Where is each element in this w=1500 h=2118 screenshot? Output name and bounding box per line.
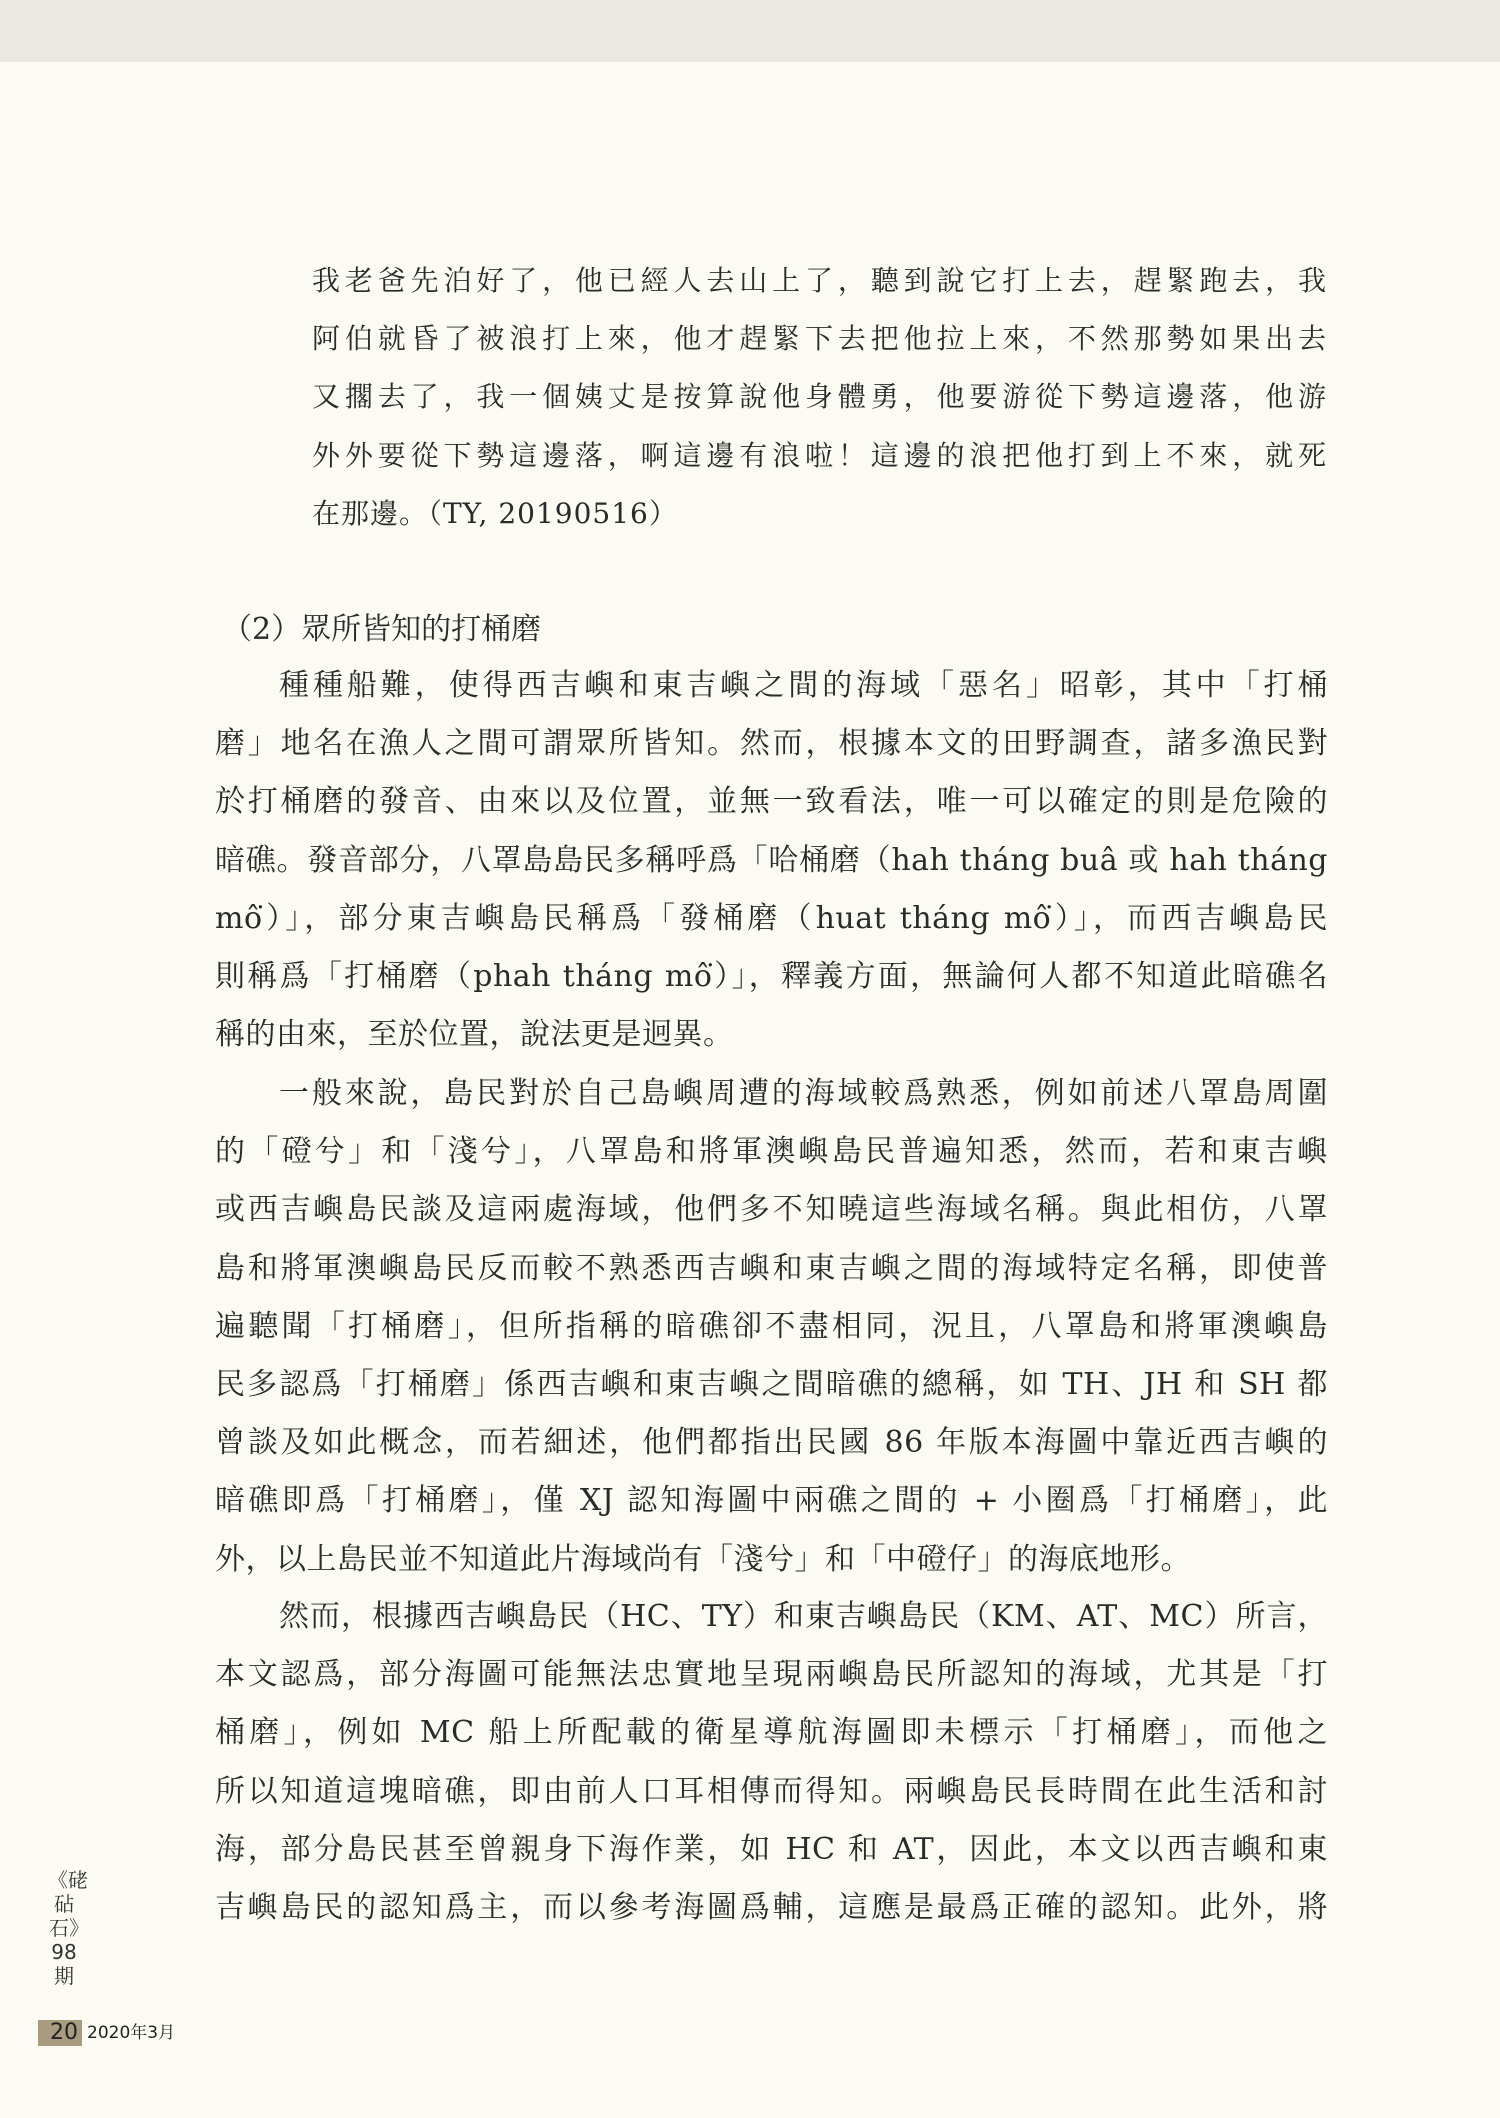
- quote-line: 又擱去了，我一個姨丈是按算說他身體勇，他要游從下勢這邊落，他游: [312, 380, 1327, 414]
- scan-top-band: [0, 0, 1500, 62]
- paragraph-line: 吉嶼島民的認知爲主，而以參考海圖爲輔，這應是最爲正確的認知。此外，將: [215, 1889, 1328, 1925]
- paragraph-line: 外，以上島民並不知道此片海域尚有「淺兮」和「中磴仔」的海底地形。: [215, 1541, 1191, 1577]
- paragraph-line: 島和將軍澳嶼島民反而較不熟悉西吉嶼和東吉嶼之間的海域特定名稱，即使普: [215, 1250, 1328, 1286]
- issue-date: 2020年3月: [87, 2023, 176, 2043]
- paragraph-line: 磨」地名在漁人之間可謂眾所皆知。然而，根據本文的田野調查，諸多漁民對: [215, 726, 1328, 762]
- paragraph-line: 所以知道這塊暗礁，即由前人口耳相傳而得知。兩嶼島民長時間在此生活和討: [215, 1773, 1328, 1809]
- paragraph-line: 曾談及如此概念，而若細述，他們都指出民國 86 年版本海圖中靠近西吉嶼的: [215, 1425, 1328, 1461]
- interview-quote: [312, 252, 1327, 543]
- journal-title-vertical: 《硓砧石》98期: [48, 1868, 88, 1988]
- page-number: 20: [38, 2020, 82, 2046]
- paragraph-line: 或西吉嶼島民談及這兩處海域，他們多不知曉這些海域名稱。與此相仿，八罩: [215, 1192, 1328, 1228]
- paragraph-line: 一般來說，島民對於自己島嶼周遭的海域較爲熟悉，例如前述八罩島周圍: [279, 1076, 1328, 1111]
- paragraph-line: mô͘）」，部分東吉嶼島民稱爲「發桶磨（huat tháng mô͘）」，而西吉嶼島民: [215, 900, 1328, 936]
- paragraph-line: 種種船難，使得西吉嶼和東吉嶼之間的海域「惡名」昭彰，其中「打桶: [279, 668, 1328, 703]
- quote-line: 阿伯就昏了被浪打上來，他才趕緊下去把他拉上來，不然那勢如果出去: [312, 322, 1327, 356]
- quote-line: 在那邊。（TY, 20190516）: [312, 496, 678, 530]
- paragraph-line: 則稱爲「打桶磨（phah tháng mô͘）」，釋義方面，無論何人都不知道此暗礁名: [215, 958, 1328, 994]
- paragraph-line: 的「磴兮」和「淺兮」，八罩島和將軍澳嶼島民普遍知悉，然而，若和東吉嶼: [215, 1134, 1328, 1170]
- paragraph-line: 民多認爲「打桶磨」係西吉嶼和東吉嶼之間暗礁的總稱，如 TH、JH 和 SH 都: [215, 1366, 1328, 1402]
- paragraph-line: 稱的由來，至於位置，說法更是迥異。: [215, 1017, 734, 1053]
- paragraph-1: [215, 657, 1328, 1064]
- paragraph-line: 海，部分島民甚至曾親身下海作業，如 HC 和 AT，因此，本文以西吉嶼和東: [215, 1831, 1328, 1867]
- paragraph-line: 桶磨」，例如 MC 船上所配載的衛星導航海圖即未標示「打桶磨」，而他之: [215, 1715, 1328, 1751]
- paragraph-line: 暗礁即爲「打桶磨」，僅 XJ 認知海圖中兩礁之間的 + 小圈爲「打桶磨」，此: [215, 1483, 1328, 1519]
- paragraph-line: 暗礁。發音部分，八罩島島民多稱呼爲「哈桶磨（hah tháng buâ 或 hah tháng: [215, 842, 1328, 878]
- quote-line: 外外要從下勢這邊落，啊這邊有浪啦！這邊的浪把他打到上不來，就死: [312, 438, 1327, 472]
- section-heading: （2）眾所皆知的打桶磨: [222, 612, 542, 647]
- paragraph-3: [215, 1588, 1328, 1937]
- paragraph-2: [215, 1065, 1328, 1589]
- paragraph-line: 本文認爲，部分海圖可能無法忠實地呈現兩嶼島民所認知的海域，尤其是「打: [215, 1657, 1328, 1693]
- paragraph-line: 遍聽聞「打桶磨」，但所指稱的暗礁卻不盡相同，況且，八罩島和將軍澳嶼島: [215, 1308, 1328, 1344]
- paragraph-line: 然而，根據西吉嶼島民（HC、TY）和東吉嶼島民（KM、AT、MC）所言，: [279, 1599, 1328, 1634]
- quote-line: 我老爸先泊好了，他已經人去山上了，聽到說它打上去，趕緊跑去，我: [312, 264, 1327, 297]
- paragraph-line: 於打桶磨的發音、由來以及位置，並無一致看法，唯一可以確定的則是危險的: [215, 784, 1328, 820]
